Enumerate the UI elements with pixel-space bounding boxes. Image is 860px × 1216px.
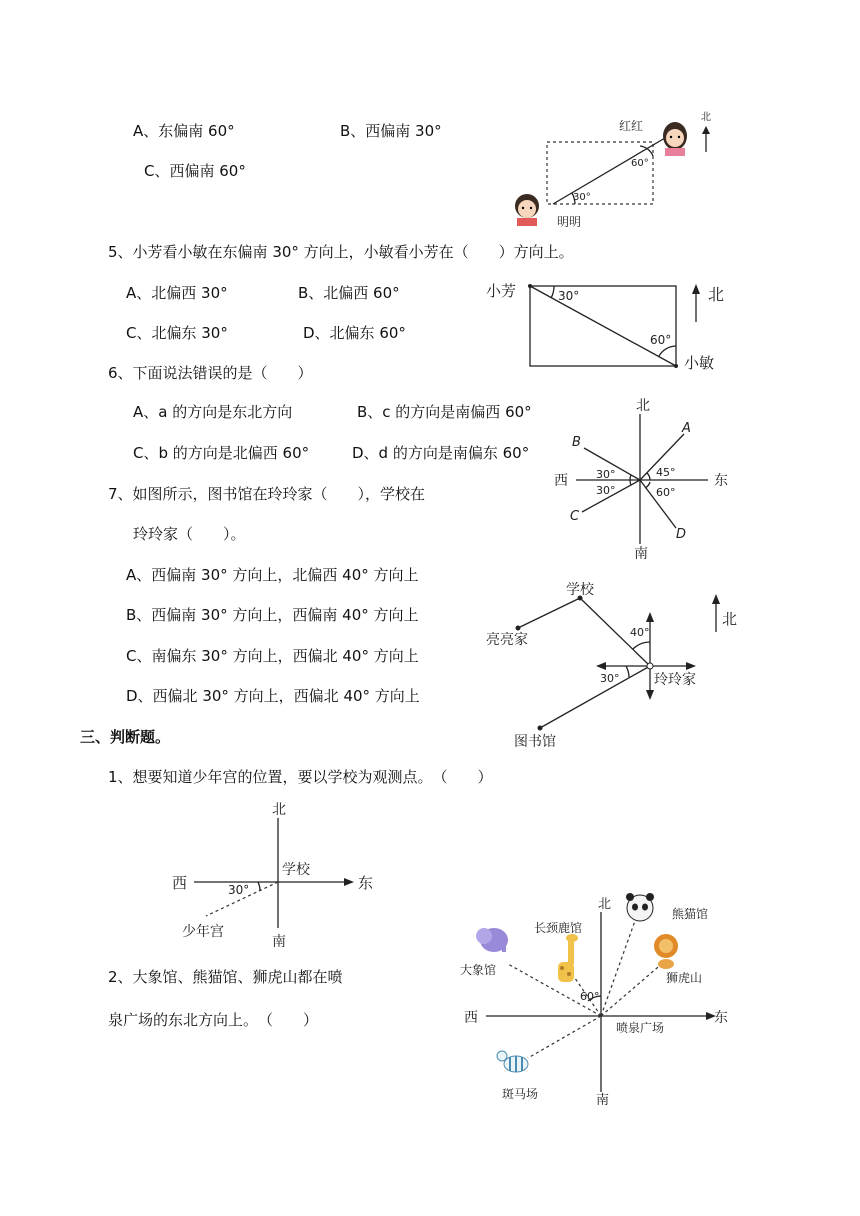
q7-angle-30: 30° [600, 672, 620, 685]
q5-option-b: B、北偏西 60° [298, 284, 400, 302]
zoo-east: 东 [714, 1010, 728, 1026]
judge-q1-figure [166, 800, 390, 950]
judge-q2-line2: 泉广场的东北方向上。 （ ） [108, 1011, 319, 1029]
q6-stem: 6、下面说法错误的是（ ） [108, 364, 313, 382]
q6-angle-c: 30° [596, 484, 616, 497]
q6-west: 西 [554, 473, 568, 489]
zoo-south: 南 [596, 1093, 610, 1108]
min-label: 小敏 [684, 354, 715, 372]
elephant-icon [476, 928, 508, 952]
elephant-label: 大象馆 [460, 963, 497, 977]
q7-option-a: A、西偏南 30° 方向上，北偏西 40° 方向上 [126, 566, 419, 584]
q6-north: 北 [636, 398, 650, 414]
q5-angle-60: 60° [650, 333, 672, 347]
q4-angle-60: 60° [631, 158, 649, 169]
q7-stem-line2: 玲玲家（ ）。 [133, 525, 246, 543]
label-c: C [570, 509, 580, 524]
q6-option-d: D、d 的方向是南偏东 60° [352, 444, 530, 462]
boy-avatar-icon [515, 194, 539, 226]
label-b: B [572, 435, 581, 450]
zoo-angle: 60° [580, 990, 600, 1003]
q6-option-b: B、c 的方向是南偏西 60° [357, 403, 532, 421]
q6-angle-d: 60° [656, 486, 676, 499]
ling-label: 玲玲家 [654, 672, 696, 688]
q6-angle-a: 45° [656, 466, 676, 479]
zoo-north: 北 [598, 897, 612, 912]
q6-south: 南 [634, 546, 648, 562]
ray-library [540, 666, 650, 728]
judge-q1: 1、想要知道少年宫的位置，要以学校为观测点。 （ ） [108, 768, 493, 786]
q7-option-c: C、南偏东 30° 方向上，西偏北 40° 方向上 [126, 647, 419, 665]
q4-figure [505, 108, 735, 232]
girl-avatar-icon [663, 122, 687, 156]
q4-option-c: C、西偏南 60° [144, 162, 246, 180]
q6-option-c: C、b 的方向是北偏西 60° [133, 444, 310, 462]
section-title: 三、判断题。 [80, 728, 171, 746]
q4-option-b: B、西偏南 30° [340, 122, 442, 140]
q4-line [553, 138, 665, 204]
school-label: 学校 [566, 582, 594, 598]
panda-icon [626, 893, 654, 921]
label-a: A [682, 421, 691, 436]
zoo-figure [458, 888, 730, 1110]
ray-liang [518, 598, 580, 628]
q6-angle-b: 30° [596, 468, 616, 481]
q4-option-a: A、东偏南 60° [133, 122, 235, 140]
label-d: D [676, 527, 687, 542]
panda-label: 熊猫馆 [672, 907, 709, 921]
zebra-label: 斑马场 [502, 1087, 539, 1101]
giraffe-icon [558, 934, 578, 982]
school-label: 学校 [282, 862, 310, 878]
ming-label: 明明 [557, 215, 582, 229]
q5-option-a: A、北偏西 30° [126, 284, 228, 302]
q6-compass-figure [548, 396, 738, 562]
q5-north-label: 北 [708, 285, 725, 304]
palace-label: 少年宫 [182, 924, 224, 940]
lion-label: 狮虎山 [666, 971, 703, 985]
fountain-label: 喷泉广场 [616, 1021, 665, 1035]
q5-line [530, 286, 676, 366]
q5-figure [484, 276, 734, 376]
q7-figure [484, 578, 740, 750]
q5-angle-30: 30° [558, 289, 580, 303]
library-label: 图书馆 [514, 734, 556, 750]
q7-angle-40: 40° [630, 626, 650, 639]
q6-east: 东 [714, 473, 728, 489]
q4-north-label: 北 [701, 112, 711, 123]
judge-q2-line1: 2、大象馆、熊猫馆、狮虎山都在喷 [108, 968, 343, 986]
q5-stem: 5、小芳看小敏在东偏南 30° 方向上，小敏看小芳在（ ）方向上。 [108, 243, 574, 261]
q5-option-d: D、北偏东 60° [303, 324, 406, 342]
lion-icon [654, 934, 678, 969]
j1-west: 西 [172, 874, 188, 892]
q4-dashed-rectangle [547, 142, 653, 204]
q7-north-label: 北 [722, 610, 738, 628]
j1-south: 南 [272, 934, 286, 950]
zebra-icon [497, 1051, 528, 1072]
liang-label: 亮亮家 [486, 632, 528, 648]
fang-label: 小芳 [486, 282, 517, 300]
giraffe-label: 长颈鹿馆 [534, 921, 583, 935]
zoo-west: 西 [464, 1010, 478, 1026]
q5-option-c: C、北偏东 30° [126, 324, 228, 342]
q4-angle-30: 30° [573, 192, 591, 203]
hong-label: 红红 [619, 119, 644, 133]
q7-option-d: D、西偏北 30° 方向上，西偏北 40° 方向上 [126, 687, 420, 705]
q7-option-b: B、西偏南 30° 方向上，西偏南 40° 方向上 [126, 606, 419, 624]
j1-east: 东 [358, 874, 374, 892]
q7-stem-line1: 7、如图所示，图书馆在玲玲家（ ），学校在 [108, 485, 426, 503]
j1-angle: 30° [228, 883, 250, 897]
j1-north: 北 [272, 802, 286, 818]
q6-option-a: A、a 的方向是东北方向 [133, 403, 293, 421]
